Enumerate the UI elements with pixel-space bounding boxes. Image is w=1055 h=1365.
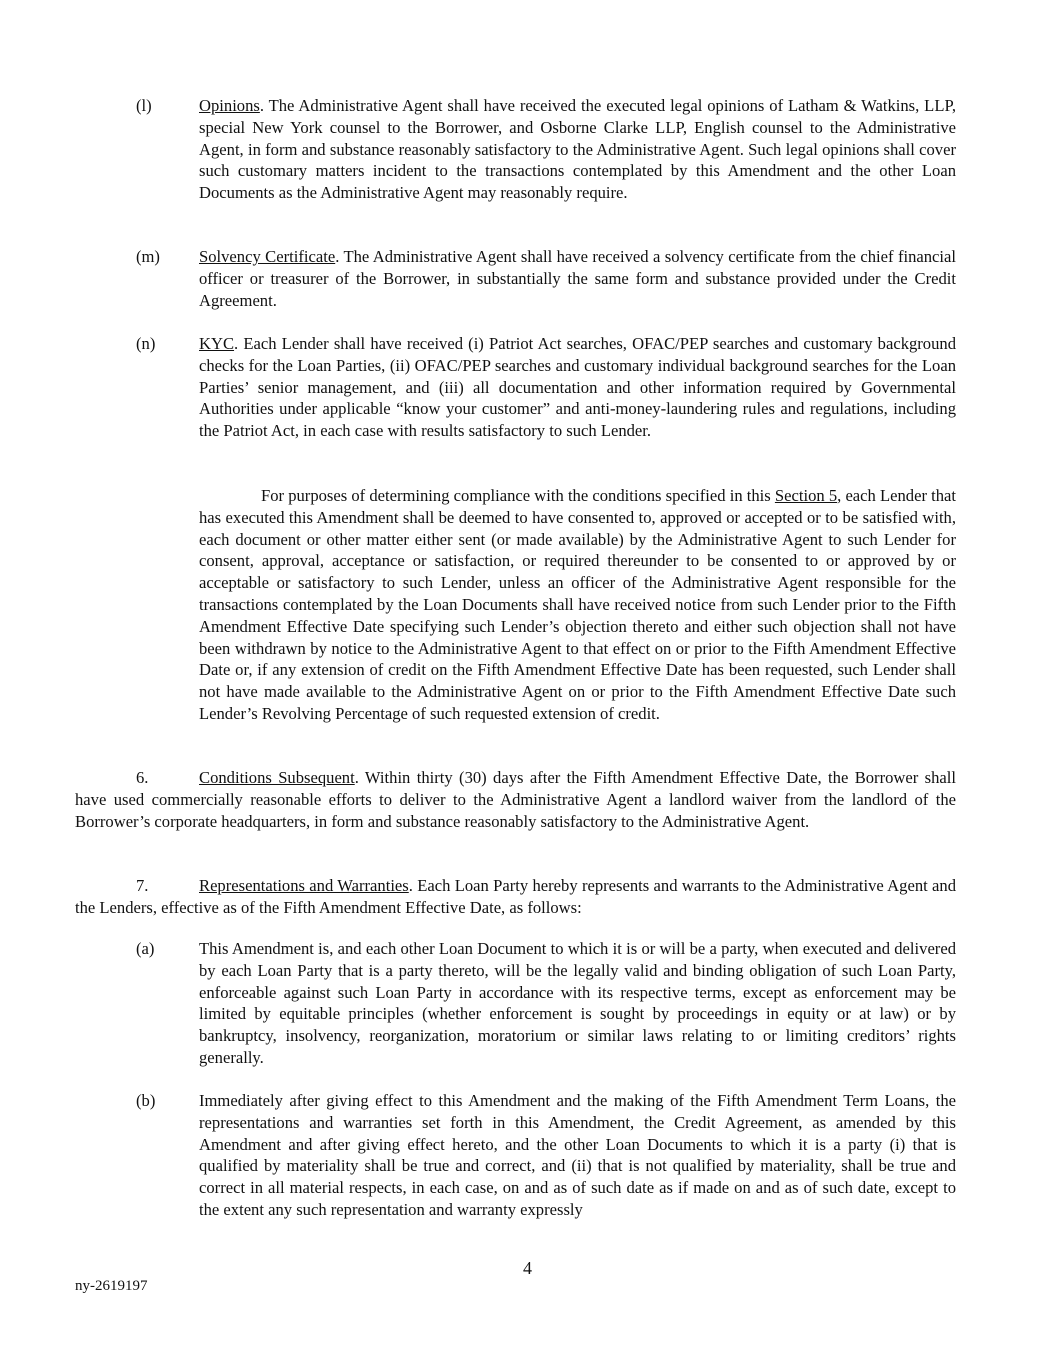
item-a-label: (a) <box>136 939 155 958</box>
purposes-text-after: , each Lender that has executed this Amendment shall be deemed to have consented to, approved or accepted or to be satisfied with, each document or other matter either sent (or made available) by the Administrative Agent to such Lender for consent, approval, acceptance or satisfaction, or required thereunder to be consented to or approved by or acceptable or satisfactory to such Lender, unless an officer of the Administrative Agent responsible for the transactions contemplated by the Loan Documents shall have received notice from such Lender prior to the Fifth Amendment Effective Date specifying such Lender’s objection thereto and either such objection shall not have been withdrawn by notice to the Administrative Agent to that effect on or prior to the Fifth Amendment Effective Date or, if any extension of credit on the Fifth Amendment Effective Date has been requested, such Lender shall not have made available to the Administrative Agent on or prior to the Fifth Amendment Effective Date such Lender’s Revolving Percentage of such requested extension of credit. <box>199 486 957 723</box>
item-m-label: (m) <box>136 247 160 266</box>
item-l-heading: Opinions <box>199 96 260 115</box>
item-n-label: (n) <box>136 334 156 353</box>
item-m-heading: Solvency Certificate <box>199 247 336 266</box>
section-7-number: 7. <box>136 876 149 895</box>
section-7-heading: Representations and Warranties <box>199 876 409 895</box>
section-6-number: 6. <box>136 768 149 787</box>
document-id: ny-2619197 <box>75 1278 148 1294</box>
item-l-label: (l) <box>136 96 152 115</box>
section-7-text: . Each Loan Party hereby represents and warrants to the Administrative Agent and the Lenders, effective as of the Fifth Amendment Effective Date, as follows: <box>75 876 957 917</box>
item-l-text: . The Administrative Agent shall have received the executed legal opinions of Latham & Watkins, LLP, special New York counsel to the Borrower, and Osborne Clarke LLP, English counsel to the Administrative Agent, in form and substance reasonably satisfactory to the Administrative Agent. Such legal opinions shall cover such customary matters incident to the transactions contemplated by this Amendment and the other Loan Documents as the Administrative Agent may reasonably require. <box>199 96 956 203</box>
item-n-paragraph <box>199 333 956 442</box>
purposes-text-before: For purposes of determining compliance with the conditions specified in this <box>261 486 775 505</box>
item-b-paragraph: Immediately after giving effect to this Amendment and the making of the Fifth Amendment Term Loans, the representations and warranties set forth in this Amendment, the Credit Agreement, as amended by this Amendment and after giving effect hereto, and the other Loan Documents to which it is a party (i) that is qualified by materiality shall be true and correct, and (ii) that is not qualified by materiality, shall be true and correct in all material respects, in each case, on and as of such date as if made on and as of such date, except to the extent any such representation and warranty expressly <box>199 1091 956 1219</box>
section-6-heading: Conditions Subsequent <box>199 768 355 787</box>
item-m-text: . The Administrative Agent shall have received a solvency certificate from the chief financial officer or treasurer of the Borrower, in substantially the same form and substance provided under the Credit Agreement. <box>199 247 956 310</box>
purposes-paragraph <box>199 485 956 725</box>
item-n-heading: KYC <box>199 334 235 353</box>
item-m-paragraph <box>199 246 956 311</box>
item-l-paragraph <box>199 95 956 204</box>
item-a-paragraph: This Amendment is, and each other Loan Document to which it is or will be a party, when executed and delivered by each Loan Party that is a party thereto, will be the legally valid and binding obligation of such Loan Party, enforceable against such Loan Party in accordance with its respective terms, except as enforcement may be limited by equitable principles (whether enforcement is sought by proceedings in equity or at law) or by bankruptcy, insolvency, reorganization, moratorium or similar laws relating to or limiting creditors’ rights generally. <box>199 939 956 1067</box>
item-b-label: (b) <box>136 1091 156 1110</box>
section-6-text: . Within thirty (30) days after the Fifth Amendment Effective Date, the Borrower shall have used commercially reasonable efforts to deliver to the Administrative Agent a landlord waiver from the landlord of the Borrower’s corporate headquarters, in form and substance reasonably satisfactory to the Administrative Agent. <box>75 768 956 831</box>
page-number: 4 <box>523 1258 532 1278</box>
section-5-reference: Section 5 <box>774 486 838 505</box>
section-7-paragraph <box>75 875 956 919</box>
item-n-text: . Each Lender shall have received (i) Patriot Act searches, OFAC/PEP searches and customary background checks for the Loan Parties, (ii) OFAC/PEP searches and customary individual background searches for the Loan Parties’ senior management, and (iii) all documentation and other information required by Governmental Authorities under applicable “know your customer” and anti-money-laundering rules and regulations, including the Patriot Act, in each case with results satisfactory to such Lender. <box>199 334 956 441</box>
section-6-paragraph <box>75 767 956 832</box>
